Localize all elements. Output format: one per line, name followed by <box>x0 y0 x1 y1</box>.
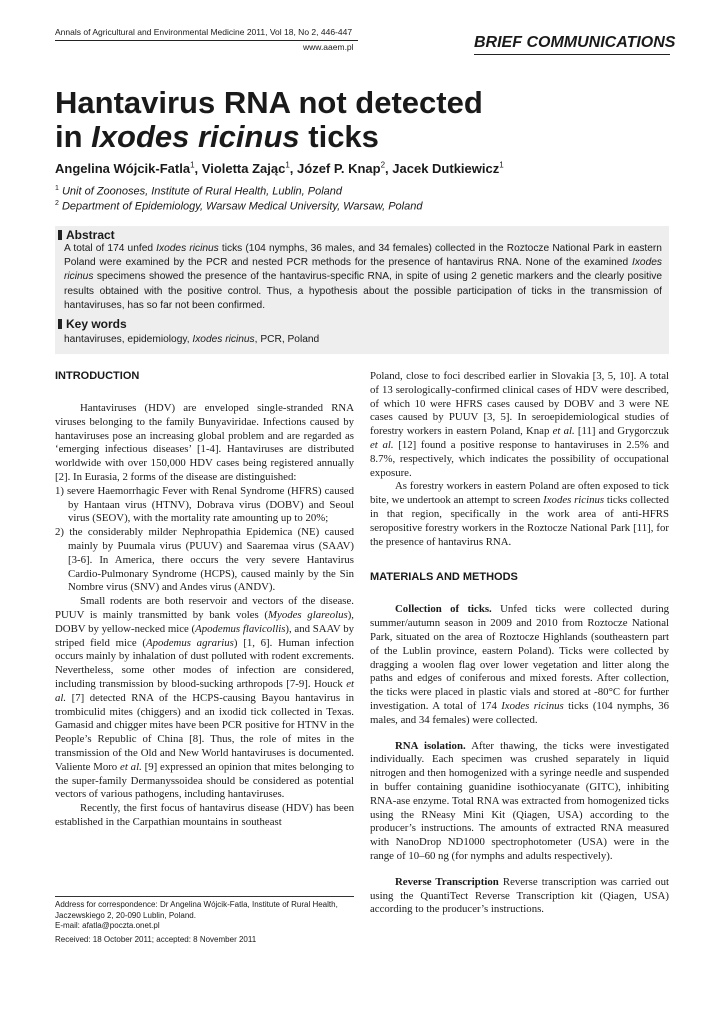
author: Jacek Dutkiewicz$^1$ <box>392 161 504 177</box>
author: Józef P. Knap$^2$, <box>297 161 393 177</box>
list-item: 2) the considerably milder Nephropathia Epidemica (NE) caused mainly by Puumala virus (PUUV) and Saaremaa virus (SAAV) [3-6]. In America, there occurs the very severe Hantavirus Cardio-Pulmonary Syndrome (HCPS), caused mainly by the Sin Nombre virus (SNV) and Andes virus (ANDV). <box>55 526 354 594</box>
received-dates: Received: 18 October 2011; accepted: 8 November 2011 <box>55 935 257 944</box>
article-title <box>55 86 615 154</box>
author-list <box>55 161 504 176</box>
title-line-1: Hantavirus RNA not detected <box>55 85 483 120</box>
heading-marker-icon <box>58 319 62 329</box>
introduction-heading: INTRODUCTION <box>55 370 140 382</box>
journal-url[interactable]: www.aaem.pl <box>303 42 354 52</box>
keywords-heading: Key words <box>58 317 127 331</box>
section-label: BRIEF COMMUNICATIONS <box>474 34 676 51</box>
left-column <box>55 370 354 830</box>
intro-paragraph: Recently, the first focus of hantavirus disease (HDV) has been established in the Carpathian mountains in southeast <box>55 802 354 828</box>
journal-citation: Annals of Agricultural and Environmental Medicine 2011, Vol 18, No 2, 446-447 <box>55 27 353 37</box>
intro-paragraph: Poland, close to foci described earlier in Slovakia [3, 5, 10]. A total of 13 serologically-confirmed clinical cases of HDV were described, of which 10 were HFRS cases caused by DOBV and 3 were NE cases caused by PUUV [3, 5]. In seroepidemiological studies of forestry workers in eastern Poland, Knap et al. [11] and Grygorczuk et al. [12] found a positive response to hantaviruses in 2.5% and 8.7%, respectively, which indicates the possibility of occupational exposure. <box>370 370 669 479</box>
title-line-2: in Ixodes ricinus ticks <box>55 119 379 154</box>
methods-paragraph: RNA isolation. After thawing, the ticks were investigated individually. Each specimen was crushed separately in liquid nitrogen and then homogenized with a syringe needle and suspended in buffer containing guanidine isothiocyanate (GITC), inhibiting RNA-ase enzyme. Total RNA was extracted from homogenized ticks using the RNeasy Mini Kit (Qiagen, USA) according to the producer’s instructions. The amounts of extracted RNA measured with NanoDrop ND1000 spectrophotometer (USA) were in the range of 10–60 ng (for nymphs and adults respectively). <box>370 739 669 862</box>
author: Violetta Zając$^1$, <box>201 161 298 177</box>
right-column <box>370 370 669 917</box>
methods-paragraph: Reverse Transcription Reverse transcription was carried out using the QuantiTect Reverse Transcription kit (Qiagen, USA) according to the producer’s instructions. <box>370 875 669 916</box>
list-item: 1) severe Haemorrhagic Fever with Renal Syndrome (HFRS) caused by Hantaan virus (HTNV), Dobrava virus (DOBV) and Seoul virus (SEOV), with the mortality rate amounting up to 20%; <box>55 484 354 525</box>
intro-paragraph: Small rodents are both reservoir and vectors of the disease. PUUV is mainly transmitted by bank voles (Myodes glareolus), DOBV by yellow-necked mice (Apodemus flavicollis), and SAAV by striped field mice (Apodemus agrarius) [1, 6]. Human infection occurs mainly by inhalation of dust polluted with rodent excrements. Nevertheless, some other modes of infection are considered, including transmission by blood-sucking arthropods [7-9]. Houck et al. [7] detected RNA of the HCPS-causing Bayou hantavirus in trombiculid mites (chiggers) and an ixodid tick collected in Texas. Gamasid and chigger mites have been PCR positive for HTNV in the People’s Republic of China [8]. Thus, the role of mites in the transmission of the Old and New World hantaviruses is documented. Valiente Moro et al. [9] expressed an opinion that mites belonging to the super-family Dermanyssoidea should be considered as potential vectors of various pathogens, including hantaviruses. <box>55 595 354 801</box>
abstract-heading: Abstract <box>58 228 115 242</box>
methods-paragraph: Collection of ticks. Unfed ticks were collected during summer/autumn season in 2009 and 2010 from Roztocze National Park, situated on the area of Roztocze Highlands (southeastern part of the Lublin province, eastern Poland). Ticks were collected by dragging a woolen flag over lower vegetation and litter along the paths and edges of coniferous and mixed forests. After collection, the ticks were placed in plastic vials and stored at -80°C for further investigation. A total of 174 Ixodes ricinus ticks (104 nymphs, 36 males, and 34 females) were collected. <box>370 603 669 726</box>
section-divider <box>474 54 670 55</box>
affiliation: $^2$ Department of Epidemiology, Warsaw Medical University, Warsaw, Poland <box>55 200 423 213</box>
intro-paragraph: Hantaviruses (HDV) are enveloped single-stranded RNA viruses belonging to the family Bunyaviridae. Infections caused by hantaviruses pose an increasing global problem and are regarded as ‘emerging infectious diseases’ [1-4]. Hantaviruses are distributed worldwide with over 150,000 HDV cases being registered annually [2]. In Eurasia, 2 forms of the disease are distinguished: <box>55 402 354 483</box>
heading-marker-icon <box>58 230 62 240</box>
intro-paragraph: As forestry workers in eastern Poland are often exposed to tick bite, we undertook an attempt to screen Ixodes ricinus ticks collected in that region, specifically in the work area of anti-HFRS seropositive forestry workers in the Roztocze National Park [11], for the presence of hantavirus RNA. <box>370 480 669 548</box>
correspondence-address: Address for correspondence: Dr Angelina Wójcik-Fatla, Institute of Rural Health, Jaczewskiego 2, 20-090 Lublin, Poland. E-mail: afatla@poczta.onet.pl <box>55 900 355 932</box>
author: Angelina Wójcik-Fatla$^1$, <box>55 161 202 177</box>
methods-heading: MATERIALS AND METHODS <box>370 571 518 584</box>
correspondence-email[interactable]: E-mail: afatla@poczta.onet.pl <box>55 921 160 930</box>
footnote-divider <box>55 896 354 897</box>
abstract-text: A total of 174 unfed Ixodes ricinus ticks (104 nymphs, 36 males, and 34 females) collected in the Roztocze National Park in eastern Poland were examined by the PCR and nested PCR methods for the presence of hantavirus RNA. None of the examined Ixodes ricinus specimens showed the presence of the hantavirus-specific RNA, in spite of using 2 genetic markers and the clearly positive results obtained with the positive control. Thus, a hypothesis about the possible participation of ticks in the transmission of hantaviruses, has so far not been confirmed. <box>64 243 662 311</box>
keywords-text: hantaviruses, epidemiology, Ixodes ricinus, PCR, Poland <box>64 334 320 345</box>
affiliation: $^1$ Unit of Zoonoses, Institute of Rural Health, Lublin, Poland <box>55 185 343 198</box>
header-divider <box>55 40 358 41</box>
